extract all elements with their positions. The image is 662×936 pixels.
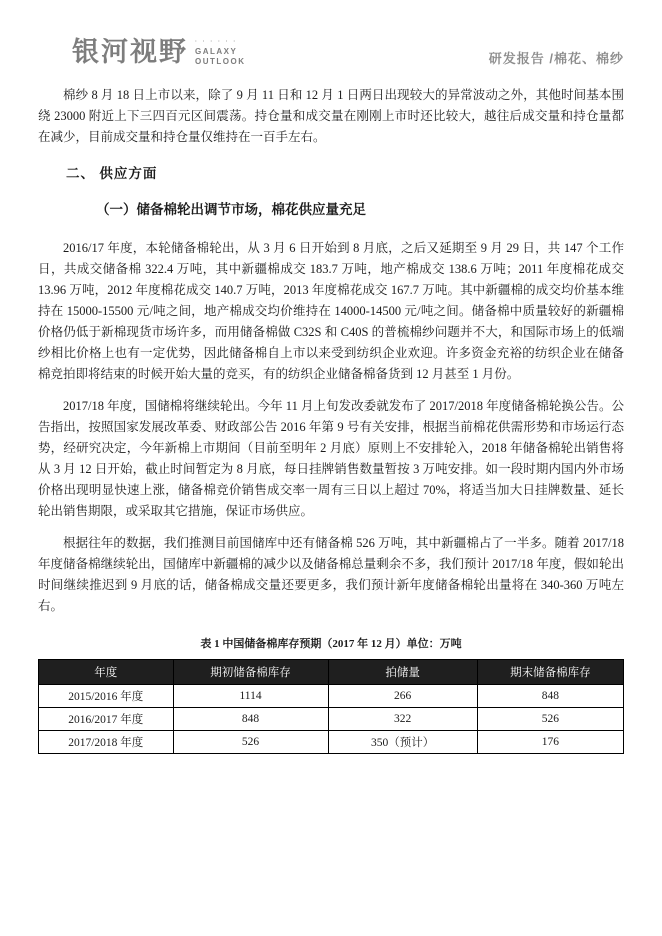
table-cell: 350（预计）	[328, 730, 477, 753]
table-cell: 2016/2017 年度	[39, 707, 174, 730]
table-caption: 表 1 中国储备棉库存预期（2017 年 12 月）单位：万吨	[200, 637, 462, 650]
logo-en-line1: GALAXY	[195, 46, 238, 56]
table-cell: 322	[328, 707, 477, 730]
table-header-cell: 拍储量	[328, 659, 477, 684]
table-row	[39, 730, 624, 753]
table-header-cell: 年度	[39, 659, 174, 684]
table-cell: 1114	[173, 684, 328, 707]
table-cell: 266	[328, 684, 477, 707]
table-cell: 848	[477, 684, 623, 707]
body-paragraph: 2017/18 年度，国储棉将继续轮出。今年 11 月上旬发改委就发布了 2017/2018 年度储备棉轮换公告。公告指出，按照国家发展改革委、财政部公告 2016 年第 9 号有关安排，根据当前棉花供需形势和市场运行态势，经研究决定，今年新棉上市期间（目前至明年 2 月底）原则上不安排轮入，2018 年储备棉轮出销售将从 3 月 12 日开始，截止时间暂定为 8 月底，每日挂牌销售数量暂按 3 万吨安排。如一段时期内国内外市场价格出现明显快速上涨，储备棉竞价销售成交率一周有三日以上超过 70%，将适当加大日挂牌数量、延长轮出销售期限，或采取其它措施，保证市场供应。	[38, 398, 624, 518]
table-cell: 526	[173, 730, 328, 753]
logo-dots-decoration: · · · · · ·	[195, 39, 238, 45]
logo-chinese-text: 银河视野	[72, 36, 188, 67]
body-paragraph: 2016/17 年度，本轮储备棉轮出，从 3 月 6 日开始到 8 月底，之后又延期至 9 月 29 日，共 147 个工作日，共成交储备棉 322.4 万吨，其中新疆棉成交 183.7 万吨，地产棉成交 138.6 万吨；2011 年度棉花成交 13.96 万吨，2012 年度棉花成交 140.7 万吨，2013 年度棉花成交 167.7 万吨。其中新疆棉的成交均价基本维持在 15000-15500 元/吨之间，地产棉成交均价维持在 14000-14500 元/吨之间。储备棉中质量较好的新疆棉价格仍低于新棉现货市场许多，而用储备棉做 C32S 和 C40S 的普梳棉纱问题并不大，和国际市场上的低端纱相比价格上也有一定优势，因此储备棉自上市以来受到纺织企业欢迎。许多资金充裕的纺织企业在储备棉竞拍即将结束的时候开始大量的竞买，有的纺织企业储备棉备货到 12 月甚至 1 月份。	[38, 240, 624, 381]
table-cell: 848	[173, 707, 328, 730]
table-cell: 2015/2016 年度	[39, 684, 174, 707]
table-row	[39, 684, 624, 707]
page-header	[38, 36, 624, 69]
subsection-heading: （一）储备棉轮出调节市场，棉花供应量充足	[96, 201, 366, 217]
table-row	[39, 707, 624, 730]
galaxy-logo	[38, 36, 246, 69]
intro-paragraph: 棉纱 8 月 18 日上市以来，除了 9 月 11 日和 12 月 1 日两日出现较大的异常波动之外，其他时间基本围绕 23000 附近上下三四百元区间震荡。持仓量和成交量在刚刚上市时还比较大，越往后成交量和持仓量都在减少，目前成交量和持仓量仅维持在一百手左右。	[38, 87, 624, 144]
section-heading: 二、 供应方面	[66, 165, 158, 181]
table-header-cell: 期初储备棉库存	[173, 659, 328, 684]
body-paragraph: 根据往年的数据，我们推测目前国储库中还有储备棉 526 万吨，其中新疆棉占了一半多。随着 2017/18 年度储备棉继续轮出，国储库中新疆棉的减少以及储备棉总量剩余不多，我们预计 2017/18 年度，假如轮出时间继续推迟到 9 月底的话，储备棉成交量还要更多，我们预计新年度储备棉轮出量将在 340-360 万吨左右。	[38, 535, 624, 613]
table-header-row	[39, 659, 624, 684]
logo-english-text	[195, 36, 246, 69]
table-cell: 176	[477, 730, 623, 753]
table-cell: 526	[477, 707, 623, 730]
inventory-table	[38, 659, 624, 754]
logo-en-line2: OUTLOOK	[195, 56, 246, 66]
report-type-label: 研发报告 /棉花、棉纱	[488, 50, 624, 66]
table-cell: 2017/2018 年度	[39, 730, 174, 753]
table-header-cell: 期末储备棉库存	[477, 659, 623, 684]
